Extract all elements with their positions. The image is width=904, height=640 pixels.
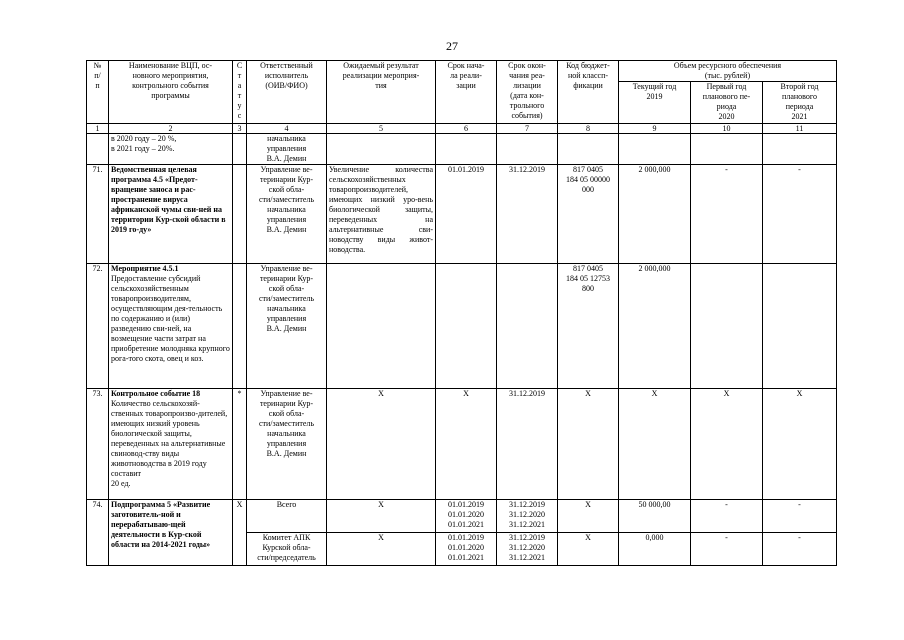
row-71-end: 31.12.2019 xyxy=(497,165,558,264)
program-table xyxy=(86,60,837,566)
row-74b-start: 01.01.2019 01.01.2020 01.01.2021 xyxy=(436,533,497,566)
column-number: 5 xyxy=(327,124,436,134)
row-73-result: X xyxy=(327,389,436,500)
row-74a-end: 31.12.2019 31.12.2020 31.12.2021 xyxy=(497,500,558,533)
row-74b-result: X xyxy=(327,533,436,566)
row-73-cell xyxy=(109,389,233,500)
row-71-status xyxy=(233,165,247,264)
table-header-row xyxy=(87,61,837,82)
row-71-2020: - xyxy=(691,165,763,264)
row-71-name: Ведомственная целевая программа 4.5 «Предот-вращение заноса и рас-пространение вируса африканской чумы сви-ней на территории Кур-ской области в 2019 го-ду» xyxy=(109,165,233,264)
row-74a-2019: 50 000,00 xyxy=(619,500,691,533)
row-72-number: 72. xyxy=(87,264,109,389)
row-74b-end: 31.12.2019 31.12.2020 31.12.2021 xyxy=(497,533,558,566)
row-72-cell xyxy=(109,264,233,389)
row-72-2021 xyxy=(763,264,837,389)
column-number: 4 xyxy=(247,124,327,134)
column-number: 11 xyxy=(763,124,837,134)
row-72-status xyxy=(233,264,247,389)
header-name: Наименование ВЦП, ос- новного мероприятия, контрольного события программы xyxy=(109,61,233,124)
row-72-start xyxy=(436,264,497,389)
row-cont-responsible: начальника управления В.А. Демин xyxy=(247,134,327,165)
table-row xyxy=(87,165,837,264)
row-71-number: 71. xyxy=(87,165,109,264)
row-74a-2020: - xyxy=(691,500,763,533)
header-responsible: Ответственный исполнитель (ОИВ/ФИО) xyxy=(247,61,327,124)
header-end: Срок окон- чания реа- лизации (дата кон- трольного события) xyxy=(497,61,558,124)
row-72-kbk: 817 0405 184 05 12753 800 xyxy=(558,264,619,389)
row-73-2021: X xyxy=(763,389,837,500)
row-74a-result: X xyxy=(327,500,436,533)
page-number: 27 xyxy=(446,39,458,53)
table-row xyxy=(87,134,837,165)
row-73-responsible: Управление ве- теринарии Кур- ской обла- сти/заместитель начальника управления В.А. Демин xyxy=(247,389,327,500)
row-72-2019: 2 000,000 xyxy=(619,264,691,389)
row-73-number: 73. xyxy=(87,389,109,500)
row-73-kbk: X xyxy=(558,389,619,500)
row-74b-2021: - xyxy=(763,533,837,566)
column-number: 10 xyxy=(691,124,763,134)
table-row xyxy=(87,264,837,389)
header-status: С т а т у с xyxy=(233,61,247,124)
row-73-title: Контрольное событие 18 xyxy=(111,389,201,398)
row-72-result xyxy=(327,264,436,389)
row-71-2021: - xyxy=(763,165,837,264)
header-year-2021: Второй год планового периода 2021 xyxy=(763,82,837,124)
table-row xyxy=(87,389,837,500)
row-71-result: Увеличение количества сельскохозяйственных товаропроизводителей, имеющих низкий уро-вень биологической защиты, переведенных на альтернативные сви-новодству виды живот-новодства. xyxy=(327,165,436,264)
row-73-end: 31.12.2019 xyxy=(497,389,558,500)
row-73-status: * xyxy=(233,389,247,500)
row-74-name: Подпрограмма 5 «Развитие заготовитель-ной и перерабатываю-щей деятельности в Кур-ской области на 2014-2021 годы» xyxy=(109,500,233,566)
row-72-title: Мероприятие 4.5.1 xyxy=(111,264,179,273)
row-71-kbk: 817 0405 184 05 00000 000 xyxy=(558,165,619,264)
column-number: 6 xyxy=(436,124,497,134)
row-74a-kbk: X xyxy=(558,500,619,533)
header-year-2020: Первый год планового пе- риода 2020 xyxy=(691,82,763,124)
row-73-2019: X xyxy=(619,389,691,500)
row-71-start: 01.01.2019 xyxy=(436,165,497,264)
row-72-responsible: Управление ве- теринарии Кур- ской обла- сти/заместитель начальника управления В.А. Демин xyxy=(247,264,327,389)
column-number: 2 xyxy=(109,124,233,134)
header-number: № п/ п xyxy=(87,61,109,124)
column-number: 1 xyxy=(87,124,109,134)
row-74b-2020: - xyxy=(691,533,763,566)
column-number: 3 xyxy=(233,124,247,134)
row-72-end xyxy=(497,264,558,389)
row-74a-responsible: Всего xyxy=(247,500,327,533)
row-74b-responsible: Комитет АПК Курской обла- сти/председатель xyxy=(247,533,327,566)
row-72-name: Предоставление субсидий сельскохозяйственным товаропроизводителям, осуществляющим дея-тельность по содержанию и (или) разведению сви-ней, на возмещение части затрат на приобретение молодняка крупного рога-того скота, овец и коз. xyxy=(111,274,230,363)
header-kbk: Код бюджет- ной классп- фикации xyxy=(558,61,619,124)
row-73-start: X xyxy=(436,389,497,500)
column-number: 7 xyxy=(497,124,558,134)
row-74a-start: 01.01.2019 01.01.2020 01.01.2021 xyxy=(436,500,497,533)
header-start: Срок нача- ла реали- зации xyxy=(436,61,497,124)
row-74-status: X xyxy=(233,500,247,566)
column-numbers-row xyxy=(87,124,837,134)
row-73-name: Количество сельскохозяй-ственных товаропроизво-дителей, имеющих низкий уровень биологической защиты, переведенных на альтернативные свиновод-ству виды животноводства в 2019 году составит 20 ед. xyxy=(111,399,228,488)
row-71-responsible: Управление ве- теринарии Кур- ской обла- сти/заместитель начальника управления В.А. Демин xyxy=(247,165,327,264)
header-year-2019: Текущий год 2019 xyxy=(619,82,691,124)
row-71-2019: 2 000,000 xyxy=(619,165,691,264)
column-number: 8 xyxy=(558,124,619,134)
header-result: Ожидаемый результат реализации мероприя- тия xyxy=(327,61,436,124)
table-row xyxy=(87,500,837,533)
row-cont-name: в 2020 году – 20 %, в 2021 году – 20%. xyxy=(109,134,233,165)
column-number: 9 xyxy=(619,124,691,134)
row-74a-2021: - xyxy=(763,500,837,533)
row-72-2020 xyxy=(691,264,763,389)
header-funding: Объем ресурсного обеспечения (тыс. рублей) xyxy=(619,61,837,82)
row-74-number: 74. xyxy=(87,500,109,566)
row-74b-kbk: X xyxy=(558,533,619,566)
row-73-2020: X xyxy=(691,389,763,500)
row-74b-2019: 0,000 xyxy=(619,533,691,566)
